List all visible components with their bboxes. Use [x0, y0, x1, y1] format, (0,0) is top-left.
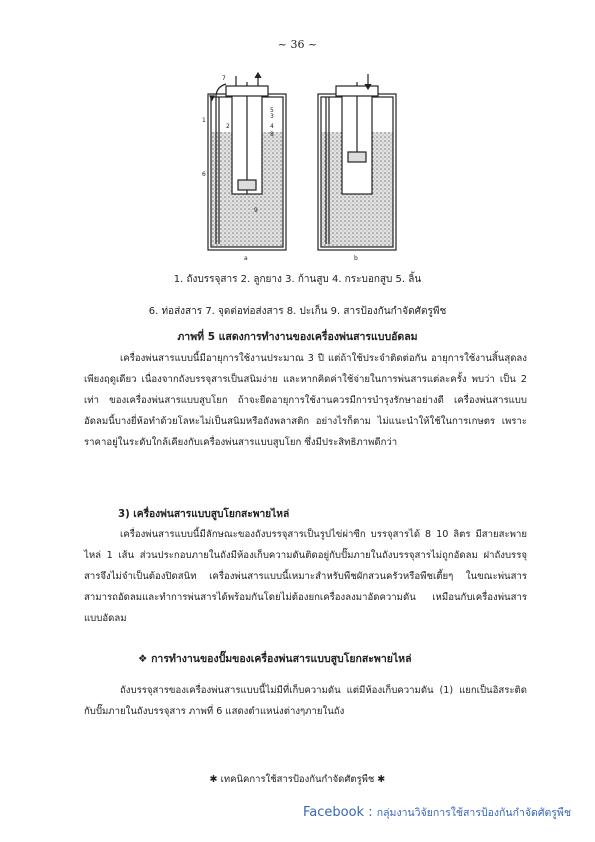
facebook-label: Facebook : — [303, 805, 373, 820]
label-b: b — [354, 255, 358, 262]
facebook-group-name: กลุ่มงานวิจัยการใช้สารป้องกันกำจัดศัตรูพืช — [376, 807, 571, 819]
part-number-5: 5 — [270, 107, 274, 114]
footer — [0, 772, 595, 787]
figure-title: ภาพที่ 5 แสดงการทำงานของเครื่องพ่นสารแบบอัดลม — [177, 331, 418, 343]
paragraph-1 — [84, 348, 527, 453]
part-number-4: 4 — [270, 123, 274, 130]
star-icon: ✱ — [377, 774, 386, 785]
paragraph-3-text: ถังบรรจุสารของเครื่องพ่นสารแบบนี้ไม่มีที่เก็บความดัน แต่มีห้องเก็บความดัน (1) แยกเป็นอิสระติดกับปั๊มภายในถังบรรจุสาร ภาพที่ 6 แสดงตำแหน่งต่างๆภายในถัง — [84, 685, 527, 717]
part-number-9: 9 — [254, 207, 258, 214]
part-number-7: 7 — [222, 75, 226, 82]
tank-b — [318, 74, 396, 250]
part-number-1: 1 — [202, 117, 206, 124]
part-number-2: 2 — [226, 123, 230, 130]
star-icon: ✱ — [209, 774, 218, 785]
part-number-8: 8 — [270, 131, 274, 138]
diamond-bullet-icon: ❖ — [138, 653, 148, 665]
section-heading-3: 3) เครื่องพ่นสารแบบสูบโยกสะพายไหล่ — [118, 509, 290, 520]
paragraph-2-text: เครื่องพ่นสารแบบนี้มีลักษณะของถังบรรจุสารเป็นรูปไข่ผ่าซีก บรรจุสารได้ 8 10 ลิตร มีสายสะพายไหล่ 1 เส้น ส่วนประกอบภายในถังมีห้องเก็บความดันติดอยู่กับปั๊มภายในถังบรรจุสารไม่ถูกอัดลม ฝาถังบรรจุสารจึงไม่จำเป็นต้องปิดสนิท เครื่องพ่นสารแบบนี้เหมาะสำหรับพืชผักสวนครัวหรือพืชเตี้ยๆ ในขณะพ่นสารสามารถอัดลมและทำการพ่นสารได้พร้อมกันโดยไม่ต้องยกเครื่องลงมาอัดความดัน เหมือนกับเครื่องพ่นสารแบบอัดลม — [84, 529, 527, 624]
part-number-3: 3 — [270, 113, 274, 120]
label-a: a — [244, 255, 248, 262]
subheading-text: การทำงานของปั๊มของเครื่องพ่นสารแบบสูบโยกสะพายไหล่ — [151, 653, 412, 665]
footer-text: เทคนิคการใช้สารป้องกันกำจัดศัตรูพืช — [220, 774, 375, 785]
tank-a — [208, 73, 286, 250]
figure-caption-line2: 6. ท่อส่งสาร 7. จุดต่อท่อส่งสาร 8. ปะเก็น 9. สารป้องกันกำจัดศัตรูพืช — [148, 306, 447, 317]
facebook-link[interactable] — [303, 804, 571, 821]
figure-caption-line1: 1. ถังบรรจุสาร 2. ลูกยาง 3. ก้านสูบ 4. กระบอกสูบ 5. ลิ้น — [173, 274, 422, 285]
paragraph-2 — [84, 524, 527, 629]
paragraph-3 — [84, 680, 527, 722]
sprayer-diagram — [196, 72, 410, 262]
part-number-6: 6 — [202, 171, 206, 178]
subheading — [138, 650, 412, 667]
page-number: ~ 36 ~ — [277, 38, 318, 51]
paragraph-1-text: เครื่องพ่นสารแบบนี้มีอายุการใช้งานประมาณ 3 ปี แต่ถ้าใช้ประจำติดต่อกัน อายุการใช้งานสิ้นสุดลงเพียงฤดูเดียว เนื่องจากถังบรรจุสารเป็นสนิมง่าย และหากคิดค่าใช้จ่ายในการพ่นสารแต่ละครั้ง พบว่า เป็น 2 เท่า ของเครื่องพ่นสารแบบสูบโยก ถ้าจะยืดอายุการใช้งานควรมีการบำรุงรักษาอย่างดี เครื่องพ่นสารแบบอัดลมนี้บางยี่ห้อทำด้วยโลหะไม่เป็นสนิมหรือถังพลาสติก อย่างไรก็ตาม ไม่แนะนำให้ใช้ในการเกษตร เพราะราคาอยู่ในระดับใกล้เคียงกับเครื่องพ่นสารแบบสูบโยก ซึ่งมีประสิทธิภาพดีกว่า — [84, 353, 527, 448]
